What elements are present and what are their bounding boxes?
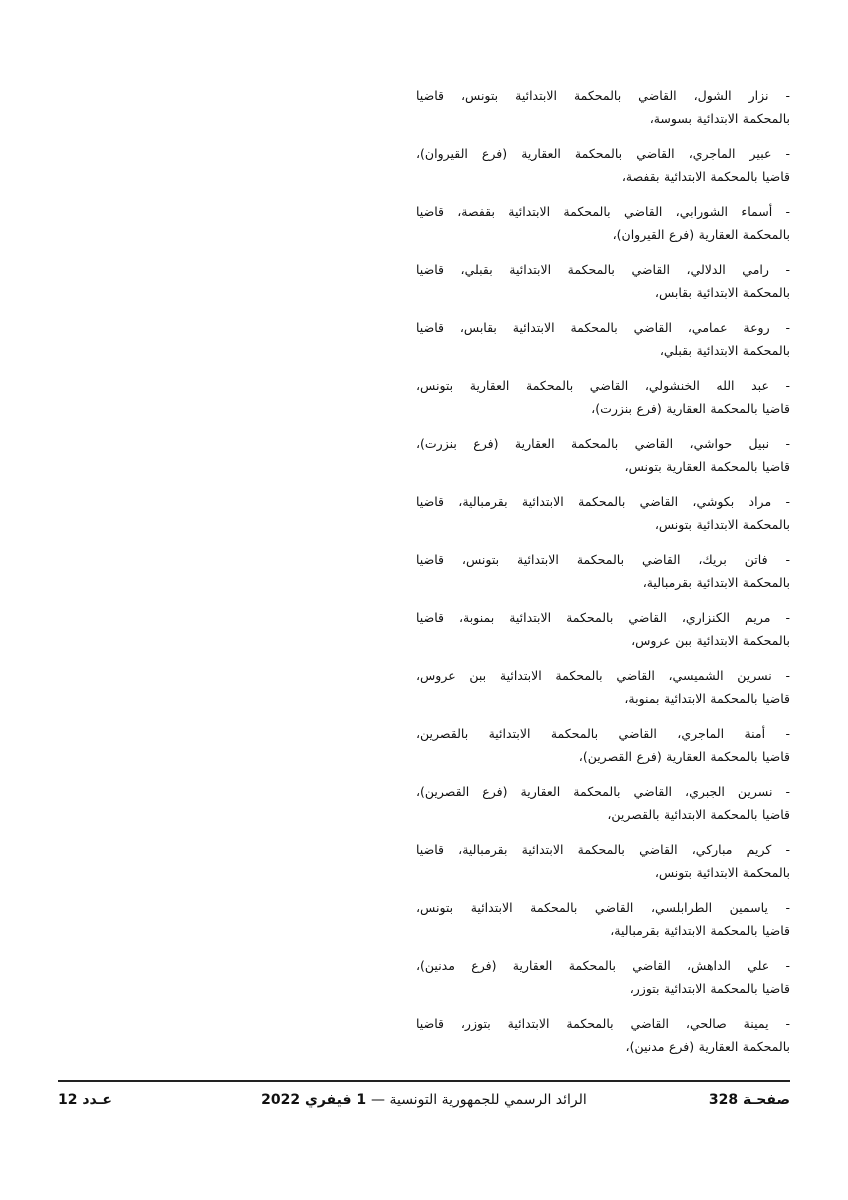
appointment-entry [416,548,790,594]
entry-line-1: - أسماء الشورابي، القاضي بالمحكمة الابتدائية بقفصة، قاضيا [416,204,790,219]
appointment-entry [416,316,790,362]
entry-line-2: قاضيا بالمحكمة الابتدائية بتوزر، [629,981,790,996]
entry-line-2: قاضيا بالمحكمة العقارية بتونس، [624,459,790,474]
entry-line-1: - مريم الكنزاري، القاضي بالمحكمة الابتدائية بمنوبة، قاضيا [416,610,790,625]
entry-line-2: بالمحكمة العقارية (فرع القيروان)، [612,227,790,242]
entry-line-1: - نسرين الجبري، القاضي بالمحكمة العقارية (فرع القصرين)، [416,784,790,799]
entry-line-2: بالمحكمة الابتدائية بتونس، [654,865,790,880]
appointment-entry [416,432,790,478]
entry-line-2: بالمحكمة الابتدائية بقبلي، [659,343,790,358]
entry-line-2: بالمحكمة الابتدائية بتونس، [654,517,790,532]
appointment-entry [416,838,790,884]
appointment-entry [416,200,790,246]
appointment-entry [416,954,790,1000]
journal-title [58,1088,790,1112]
entry-line-2: قاضيا بالمحكمة الابتدائية بمنوبة، [624,691,790,706]
entry-line-1: - نزار الشول، القاضي بالمحكمة الابتدائية بتونس، قاضيا [416,88,790,103]
entry-line-1: - عبد الله الخنشولي، القاضي بالمحكمة العقارية بتونس، [416,378,790,393]
entry-line-2: قاضيا بالمحكمة الابتدائية بقرمبالية، [610,923,790,938]
entry-line-2: بالمحكمة الابتدائية بقرمبالية، [642,575,790,590]
entry-line-2: قاضيا بالمحكمة الابتدائية بقفصة، [621,169,790,184]
entry-line-1: - نبيل حواشي، القاضي بالمحكمة العقارية (فرع بنزرت)، [416,436,790,451]
footer-divider [58,1080,790,1082]
entry-line-1: - نسرين الشميسي، القاضي بالمحكمة الابتدائية ببن عروس، [416,668,790,683]
entry-line-1: - علي الداهش، القاضي بالمحكمة العقارية (فرع مدنين)، [416,958,790,973]
entry-line-1: - ياسمين الطرابلسي، القاضي بالمحكمة الابتدائية بتونس، [416,900,790,915]
page-number: صفحـة 328 [708,1092,790,1108]
entry-line-2: بالمحكمة العقارية (فرع مدنين)، [625,1039,790,1054]
appointment-entry [416,374,790,420]
entry-line-1: - عبير الماجري، القاضي بالمحكمة العقارية (فرع القيروان)، [416,146,790,161]
entry-line-2: قاضيا بالمحكمة الابتدائية بالقصرين، [607,807,790,822]
journal-name: الرائد الرسمي للجمهورية التونسية — [371,1092,587,1108]
issue-number: عـدد 12 [58,1092,112,1108]
entry-line-1: - روعة عمامي، القاضي بالمحكمة الابتدائية بقابس، قاضيا [416,320,790,335]
appointment-entry [416,490,790,536]
appointment-entry [416,606,790,652]
entry-line-1: - مراد بكوشي، القاضي بالمحكمة الابتدائية بقرمبالية، قاضيا [416,494,790,509]
appointment-entry [416,258,790,304]
appointment-entry [416,722,790,768]
decrees-column [416,84,790,1070]
page-footer [58,1088,790,1112]
appointment-entry [416,84,790,130]
entry-line-2: قاضيا بالمحكمة العقارية (فرع القصرين)، [578,749,790,764]
entry-line-1: - فاتن بريك، القاضي بالمحكمة الابتدائية بتونس، قاضيا [416,552,790,567]
appointment-entry [416,1012,790,1058]
entry-line-1: - رامي الدلالي، القاضي بالمحكمة الابتدائية بقبلي، قاضيا [416,262,790,277]
entry-line-2: قاضيا بالمحكمة العقارية (فرع بنزرت)، [591,401,790,416]
entry-line-1: - كريم مباركي، القاضي بالمحكمة الابتدائية بقرمبالية، قاضيا [416,842,790,857]
entry-line-2: بالمحكمة الابتدائية ببن عروس، [631,633,790,648]
entry-line-2: بالمحكمة الابتدائية بسوسة، [649,111,790,126]
entry-line-1: - يمينة صالحي، القاضي بالمحكمة الابتدائية بتوزر، قاضيا [416,1016,790,1031]
journal-date: 1 فيفري 2022 [261,1092,367,1108]
entry-line-1: - أمنة الماجري، القاضي بالمحكمة الابتدائية بالقصرين، [416,726,790,741]
appointment-entry [416,780,790,826]
appointment-entry [416,664,790,710]
entry-line-2: بالمحكمة الابتدائية بقابس، [654,285,790,300]
appointment-entry [416,896,790,942]
appointment-entry [416,142,790,188]
